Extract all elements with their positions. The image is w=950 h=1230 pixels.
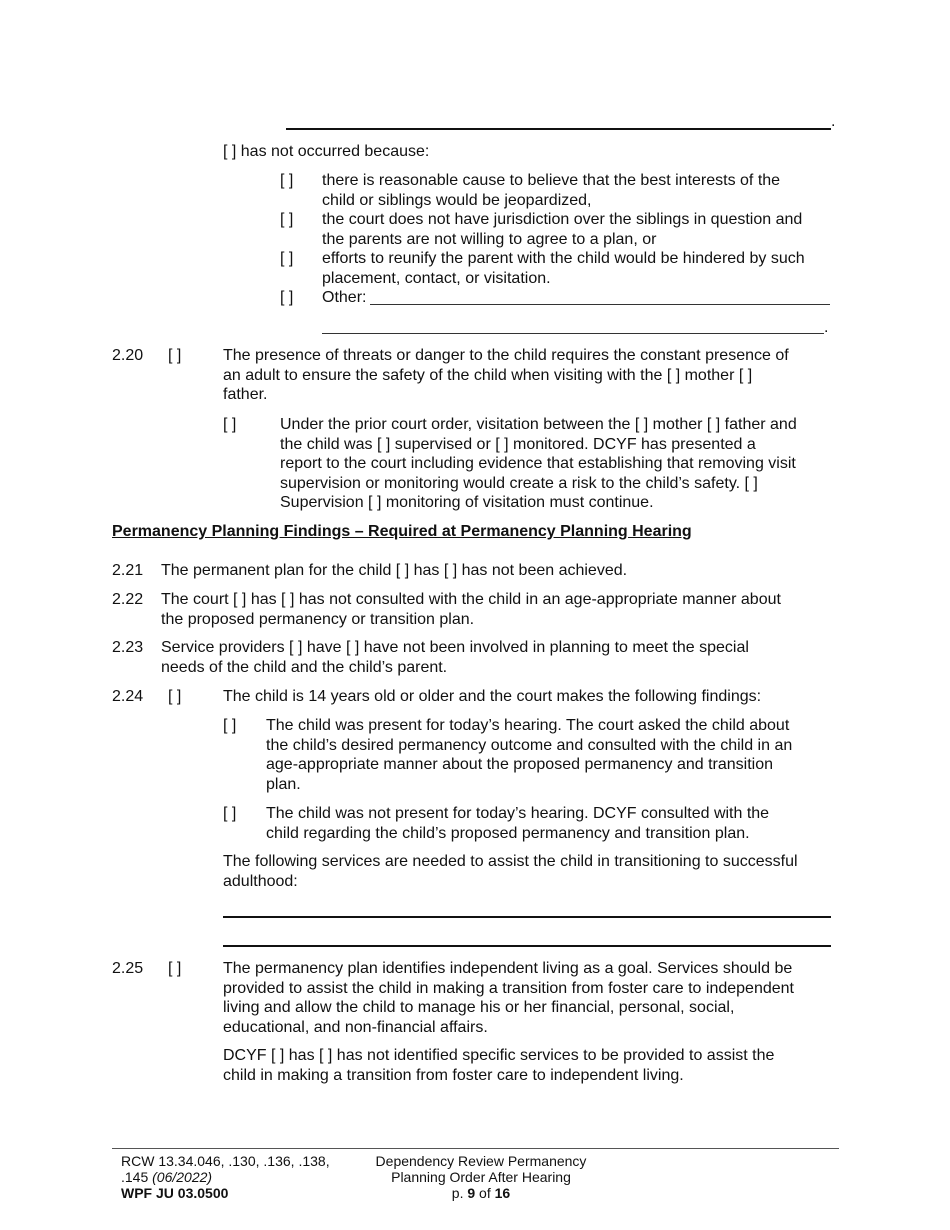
section-2-21-text[interactable]: The permanent plan for the child [ ] has [ ] has not been achieved.: [161, 562, 628, 579]
section-number-2-23: 2.23: [112, 639, 144, 656]
section-2-25-dcyf-text[interactable]: DCYF [ ] has [ ] has not identified specific services to be provided to assist the child in making a transition from foster care to independent living.: [223, 1047, 775, 1084]
section-2-24-option-2-text: The child was not present for today’s hearing. DCYF consulted with the child regarding the child’s proposed permanency and transition plan.: [266, 805, 770, 842]
footer-rule: [112, 1148, 839, 1149]
reason-3-checkbox[interactable]: [ ]: [280, 250, 294, 267]
other-label: Other:: [322, 289, 367, 306]
section-2-22-text[interactable]: The court [ ] has [ ] has not consulted with the child in an age-appropriate manner about the proposed permanency or transition plan.: [161, 591, 781, 628]
section-number-2-24: 2.24: [112, 688, 144, 705]
reason-2-checkbox[interactable]: [ ]: [280, 211, 294, 228]
section-2-24-option-2-checkbox[interactable]: [ ]: [223, 805, 237, 822]
services-fill-line-1[interactable]: [223, 916, 831, 918]
section-2-25-checkbox[interactable]: [ ]: [168, 960, 182, 977]
section-2-25-text: The permanency plan identifies independent living as a goal. Services should be provided to assist the child in making a transition from foster care to independent living and allow the child to manage his or her financial, personal, social, educational, and non-financial affairs.: [223, 960, 794, 1036]
section-2-24-services-text: The following services are needed to assist the child in transitioning to successful adulthood:: [223, 853, 798, 890]
footer-title: Dependency Review Permanency Planning Order After Hearing p. 9 of 16: [355, 1153, 607, 1201]
other-checkbox[interactable]: [ ]: [280, 289, 294, 306]
footer-rcw: RCW 13.34.046, .130, .136, .138, .145 (06/2022) WPF JU 03.0500: [121, 1153, 330, 1201]
section-2-20-sub-text: Under the prior court order, visitation between the [ ] mother [ ] father and the child was [ ] supervised or [ ] monitored. DCYF has presented a report to the court including evidence that establishing that removing visit supervision or monitoring would create a risk to the child’s safety. [ ] Supervision [ ] monitoring of visitation must continue.: [280, 416, 797, 512]
section-2-24-text: The child is 14 years old or older and the court makes the following findings:: [223, 688, 762, 705]
reason-1-checkbox[interactable]: [ ]: [280, 172, 294, 189]
section-2-24-checkbox[interactable]: [ ]: [168, 688, 182, 705]
services-fill-line-2[interactable]: [223, 945, 831, 947]
section-2-20-sub-checkbox[interactable]: [ ]: [223, 416, 237, 433]
page-indicator: p. 9 of 16: [451, 1185, 511, 1201]
section-2-20-text: The presence of threats or danger to the child requires the constant presence of an adult to ensure the safety of the child when visiting with the [ ] mother [ ] father.: [223, 347, 789, 404]
reason-3-text: efforts to reunify the parent with the child would be hindered by such placement, contact, or visitation.: [322, 250, 805, 287]
section-number-2-25: 2.25: [112, 960, 144, 977]
reason-2-text: the court does not have jurisdiction over the siblings in question and the parents are not willing to agree to a plan, or: [322, 211, 803, 248]
other-fill-line-2[interactable]: [322, 333, 824, 334]
section-heading: Permanency Planning Findings – Required at Permanency Planning Hearing: [112, 523, 692, 540]
section-number-2-21: 2.21: [112, 562, 144, 579]
reason-1-text: there is reasonable cause to believe that the best interests of the child or siblings would be jeopardized,: [322, 172, 781, 209]
section-number-2-20: 2.20: [112, 347, 144, 364]
other-fill-line[interactable]: [370, 304, 830, 305]
other-period: .: [824, 319, 829, 336]
section-number-2-22: 2.22: [112, 591, 144, 608]
section-2-24-option-1-text: The child was present for today’s hearing. The court asked the child about the child’s desired permanency outcome and consulted with the child in an age-appropriate manner about the proposed permanency and transition plan.: [266, 717, 793, 793]
fill-in-line[interactable]: [286, 128, 831, 130]
not-occurred-checkbox-label[interactable]: [ ] has not occurred because:: [223, 143, 430, 160]
trailing-period: .: [831, 113, 836, 130]
section-2-23-text[interactable]: Service providers [ ] have [ ] have not been involved in planning to meet the special needs of the child and the child’s parent.: [161, 639, 749, 676]
section-2-20-checkbox[interactable]: [ ]: [168, 347, 182, 364]
section-2-24-option-1-checkbox[interactable]: [ ]: [223, 717, 237, 734]
